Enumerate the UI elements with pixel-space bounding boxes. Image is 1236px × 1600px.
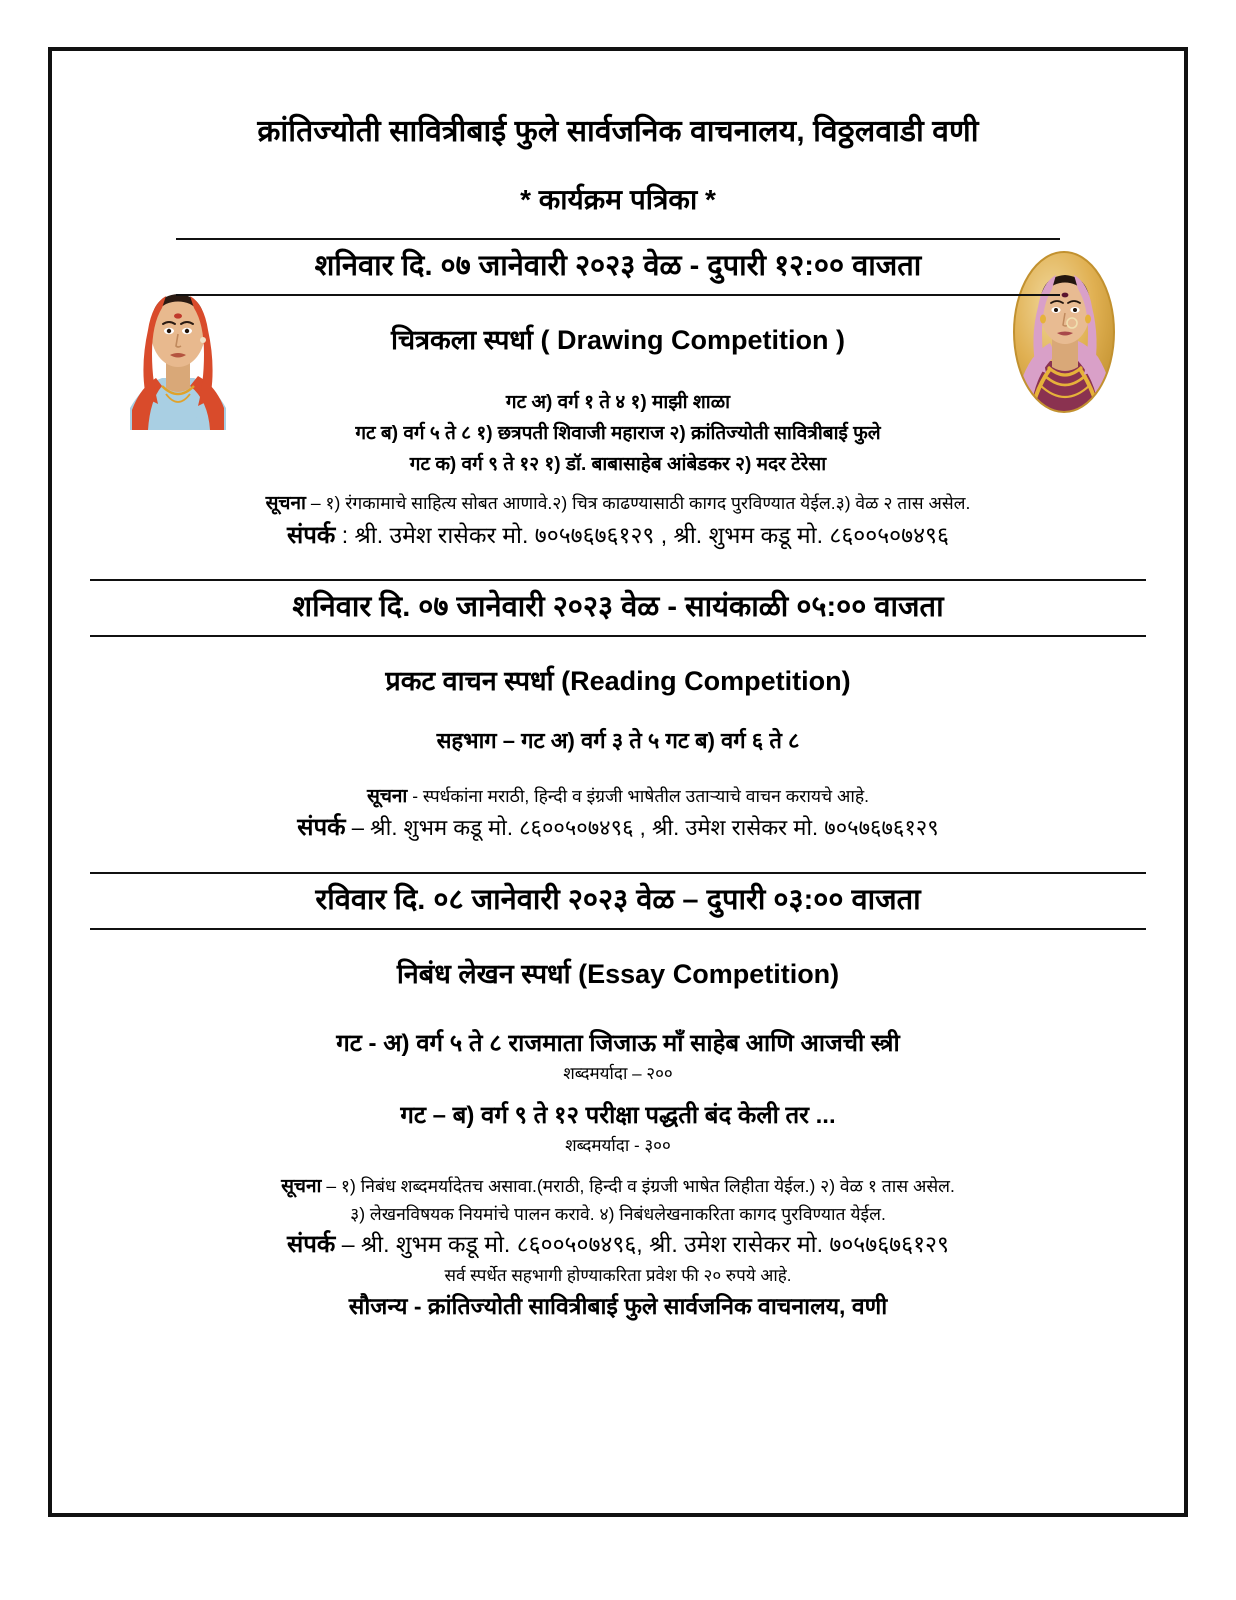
note-label: सूचना [366, 785, 408, 807]
program-schedule-subtitle: * कार्यक्रम पत्रिका * [520, 183, 716, 215]
group-item: गट क) वर्ग ९ ते १२ १) डॉ. बाबासाहेब आंबेडकर २) मदर टेरेसा [409, 453, 827, 475]
essay-group-word-limit: शब्दमर्यादा - ३०० [565, 1136, 671, 1156]
contact-text: : श्री. उमेश रासेकर मो. ७०५७६७६१२९ , श्री. शुभम कडू मो. ८६००५०७४९६ [335, 521, 949, 548]
poster-border-frame [48, 47, 1188, 1517]
contact-text: – श्री. शुभम कडू मो. ८६००५०७४९६, श्री. उमेश रासेकर मो. ७०५७६७६१२९ [335, 1230, 949, 1257]
group-item: गट अ) वर्ग १ ते ४ १) माझी शाळा [505, 392, 731, 414]
essay-group-word-limit: शब्दमर्यादा – २०० [563, 1063, 673, 1083]
note-text: – १) रंगकामाचे साहित्य सोबत आणावे.२) चित्र काढण्यासाठी कागद पुरविण्यात येईल.३) वेळ २ तास असेल. [305, 493, 971, 514]
courtesy-credit-line: सौजन्य - क्रांतिज्योती सावित्रीबाई फुले सार्वजनिक वाचनालय, वणी [348, 1292, 888, 1319]
section-reading-participation: सहभाग – गट अ) वर्ग ३ ते ५ गट ब) वर्ग ६ ते ८ [436, 727, 800, 753]
note-label: सूचना [281, 1175, 322, 1197]
organization-title: क्रांतिज्योती सावित्रीबाई फुले सार्वजनिक वाचनालय, विठ्ठलवाडी वणी [257, 115, 979, 148]
section-reading-note [90, 783, 1146, 812]
contact-label: संपर्क [297, 814, 346, 842]
section-essay-note-continued: ३) लेखनविषयक नियमांचे पालन करावे. ४) निबंधलेखनाकरिता कागद पुरविण्यात येईल. [350, 1204, 886, 1225]
group-item: गट ब) वर्ग ५ ते ८ १) छत्रपती शिवाजी महाराज २) क्रांतिज्योती सावित्रीबाई फुले [355, 422, 881, 444]
note-label: सूचना [265, 493, 306, 515]
section-essay-date-bar: रविवार दि. ०८ जानेवारी २०२३ वेळ – दुपारी ०३:०० वाजता [90, 872, 1146, 930]
section-drawing-note [90, 490, 1146, 519]
contact-label: संपर्क [287, 521, 336, 549]
section-essay-note [90, 1173, 1146, 1202]
essay-group-topic: गट – ब) वर्ग ९ ते १२ परीक्षा पद्धती बंद केली तर ... [400, 1102, 836, 1130]
section-essay-contact [90, 1228, 1146, 1262]
section-drawing-date-bar: शनिवार दि. ०७ जानेवारी २०२३ वेळ - दुपारी १२:०० वाजता [176, 238, 1060, 296]
essay-group-topic: गट - अ) वर्ग ५ ते ८ राजमाता जिजाऊ माँ साहेब आणि आजची स्त्री [336, 1029, 900, 1057]
section-essay-title: निबंध लेखन स्पर्धा (Essay Competition) [396, 958, 840, 989]
contact-text: – श्री. शुभम कडू मो. ८६००५०७४९६ , श्री. उमेश रासेकर मो. ७०५७६७६१२९ [345, 815, 939, 841]
section-drawing-groups [90, 388, 1146, 480]
section-reading-contact [90, 811, 1146, 845]
section-reading-date-bar: शनिवार दि. ०७ जानेवारी २०२३ वेळ - सायंकाळी ०५:०० वाजता [90, 579, 1146, 637]
section-reading-title: प्रकट वाचन स्पर्धा (Reading Competition) [385, 666, 851, 697]
note-text: - स्पर्धकांना मराठी, हिन्दी व इंग्रजी भाषेतील उताऱ्याचे वाचन करायचे आहे. [407, 785, 870, 806]
section-drawing-title: चित्रकला स्पर्धा ( Drawing Competition ) [391, 325, 845, 356]
poster-content [52, 51, 1184, 1513]
note-text: – १) निबंध शब्दमर्यादेतच असावा.(मराठी, हिन्दी व इंग्रजी भाषेत लिहीता येईल.) २) वेळ १ तास असेल. [321, 1175, 955, 1196]
section-drawing-contact [90, 519, 1146, 553]
contact-label: संपर्क [287, 1230, 336, 1258]
entry-fee-line: सर्व स्पर्धेत सहभागी होण्याकरिता प्रवेश फी २० रुपये आहे. [444, 1265, 792, 1285]
